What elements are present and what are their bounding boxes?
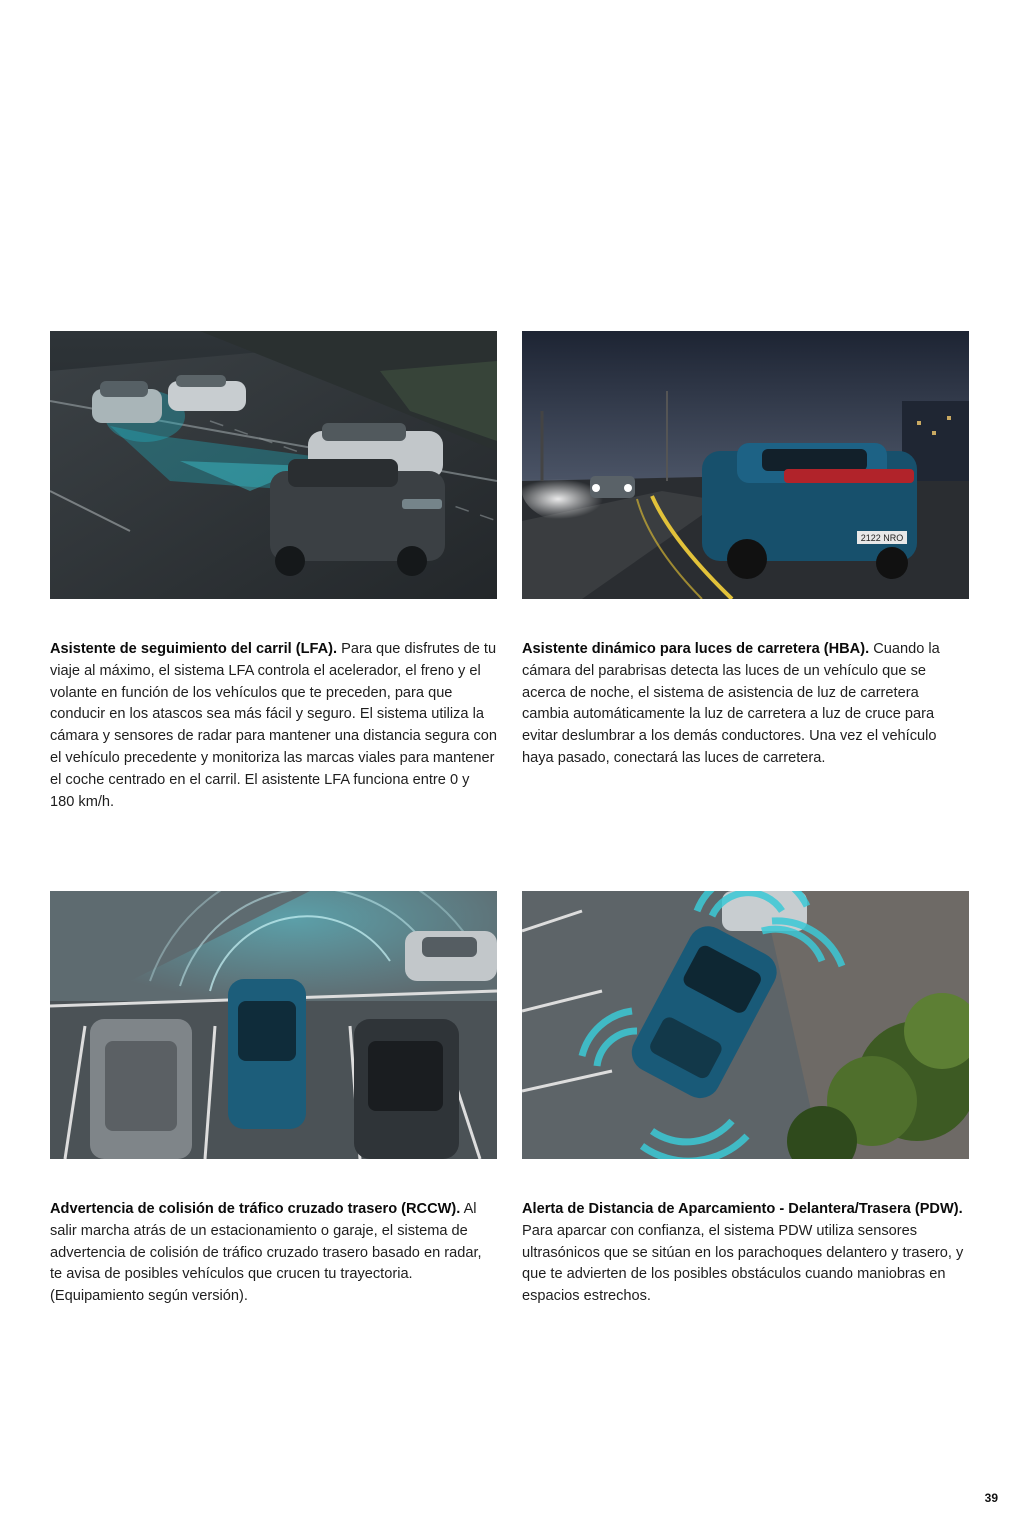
parking-distance-photo <box>522 891 969 1159</box>
feature-lfa-title: Asistente de seguimiento del carril (LFA). <box>50 641 338 657</box>
feature-pdw-title: Alerta de Distancia de Aparcamiento - Delantera/Trasera (PDW). <box>522 1201 963 1217</box>
license-plate: 2122 NRO <box>860 533 904 543</box>
feature-pdw-body: Para aparcar con confianza, el sistema PDW utiliza sensores ultrasónicos que se sitúan en los parachoques delantero y trasero, y que te advierten de los posibles obstáculos cuando maniobras en espacios estrechos. <box>522 1222 964 1305</box>
feature-hba-title: Asistente dinámico para luces de carretera (HBA). <box>522 641 870 657</box>
high-beam-assist-photo <box>522 331 969 599</box>
page-number: 39 <box>984 1491 998 1505</box>
feature-lfa-body: Para que disfrutes de tu viaje al máximo, el sistema LFA controla el acelerador, el freno y el volante en función de los vehículos que te preceden, para que conducir en los atascos sea más fácil y seguro. El sistema utiliza la cámara y sensores de radar para mantener una distancia segura con el vehículo precedente y monitoriza las marcas viales para mantener el coche centrado en el carril. El asistente LFA funciona entre 0 y 180 km/h. <box>50 641 497 810</box>
feature-rccw-body: Al salir marcha atrás de un estacionamiento o garaje, el sistema de advertencia de colisión de tráfico cruzado trasero basado en radar, te avisa de posibles vehículos que crucen tu trayectoria. (Equipamiento según versión). <box>50 1201 482 1305</box>
feature-lfa <box>50 331 497 813</box>
feature-rccw-caption <box>50 1199 497 1308</box>
feature-hba-caption <box>522 639 969 770</box>
lane-following-assist-photo <box>50 331 497 599</box>
feature-rccw-title: Advertencia de colisión de tráfico cruzado trasero (RCCW). <box>50 1201 461 1217</box>
rear-cross-traffic-photo <box>50 891 497 1159</box>
feature-pdw <box>522 891 969 1308</box>
feature-hba-body: Cuando la cámara del parabrisas detecta las luces de un vehículo que se acerca de noche, el sistema de asistencia de luz de carretera cambia automáticamente la luz de carretera a luz de cruce para evitar deslumbrar a los demás conductores. Una vez el vehículo haya pasado, conectará las luces de carretera. <box>522 641 940 766</box>
feature-lfa-caption <box>50 639 497 813</box>
feature-pdw-caption <box>522 1199 969 1308</box>
feature-rccw <box>50 891 497 1308</box>
feature-hba <box>522 331 969 770</box>
